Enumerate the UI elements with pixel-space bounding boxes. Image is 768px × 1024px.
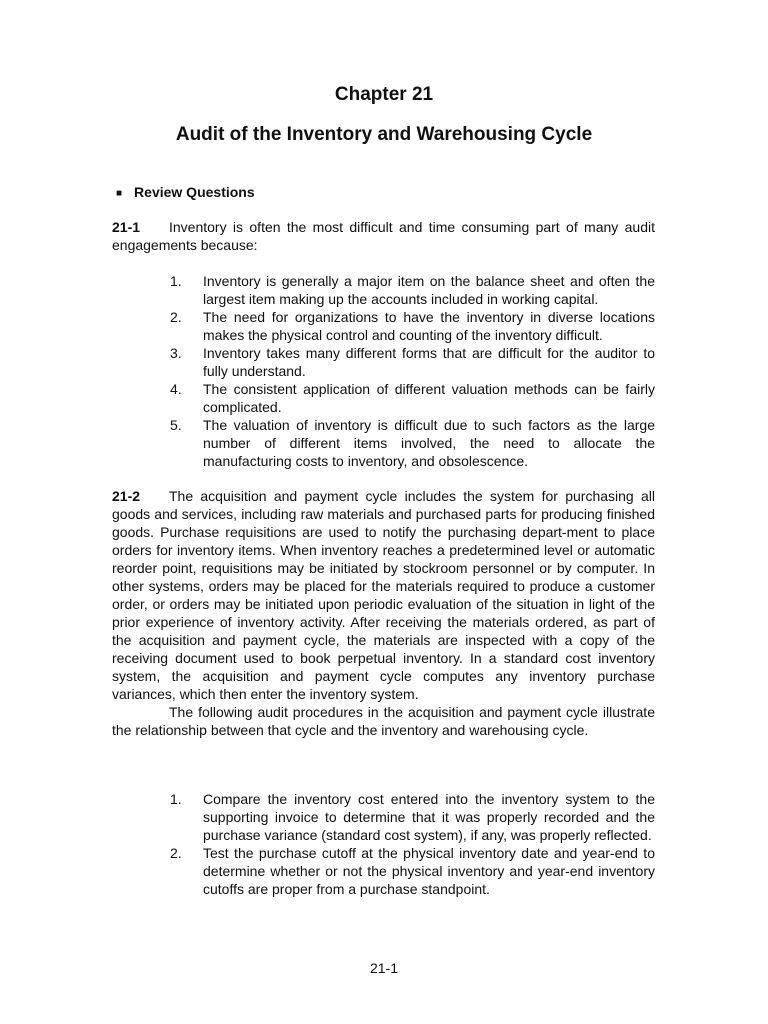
question-21-2-paragraph-1 bbox=[112, 487, 655, 703]
list-item-text: The need for organizations to have the inventory in diverse locations makes the physical control and counting of the inventory difficult. bbox=[203, 309, 655, 343]
list-item bbox=[170, 844, 655, 898]
list-item-number: 2. bbox=[170, 845, 182, 861]
list-item-number: 4. bbox=[170, 381, 182, 397]
question-21-1-intro bbox=[112, 218, 655, 254]
list-item-text: Inventory is generally a major item on the balance sheet and often the largest item making up the accounts included in working capital. bbox=[203, 273, 655, 307]
list-item-number: 2. bbox=[170, 309, 182, 325]
section-heading bbox=[116, 184, 255, 200]
list-item bbox=[170, 272, 655, 308]
list-item bbox=[170, 308, 655, 344]
list-item-text: Test the purchase cutoff at the physical inventory date and year-end to determine whether or not the physical inventory and year-end inventory cutoffs are proper from a purchase standpoint. bbox=[203, 845, 655, 897]
question-text: Inventory is often the most difficult and time consuming part of many audit engagements because: bbox=[112, 219, 655, 253]
question-21-2-body bbox=[112, 487, 655, 739]
list-item-text: The valuation of inventory is difficult due to such factors as the large number of different items involved, the need to allocate the manufacturing costs to inventory, and obsolescence. bbox=[203, 417, 655, 469]
question-21-1-list bbox=[170, 272, 655, 470]
list-item-text: The consistent application of different valuation methods can be fairly complicated. bbox=[203, 381, 655, 415]
question-21-2-paragraph-2: The following audit procedures in the acquisition and payment cycle illustrate the relationship between that cycle and the inventory and warehousing cycle. bbox=[112, 704, 655, 738]
question-number: 21-2 bbox=[112, 488, 141, 504]
square-bullet-icon: ■ bbox=[116, 188, 123, 199]
list-item bbox=[170, 416, 655, 470]
chapter-title: Audit of the Inventory and Warehousing Cycle bbox=[175, 124, 593, 145]
list-item bbox=[170, 790, 655, 844]
list-item-number: 1. bbox=[170, 273, 182, 289]
list-item-text: Compare the inventory cost entered into the inventory system to the supporting invoice to determine that it was properly recorded and the purchase variance (standard cost system), if any, was properly reflected. bbox=[203, 791, 655, 843]
section-label: Review Questions bbox=[134, 184, 255, 200]
list-item bbox=[170, 344, 655, 380]
chapter-heading: Chapter 21 bbox=[334, 84, 434, 105]
question-number: 21-1 bbox=[112, 219, 141, 235]
list-item-number: 5. bbox=[170, 417, 182, 433]
list-item-number: 1. bbox=[170, 791, 182, 807]
list-item bbox=[170, 380, 655, 416]
list-item-number: 3. bbox=[170, 345, 182, 361]
page-number: 21-1 bbox=[369, 960, 399, 976]
list-item-text: Inventory takes many different forms that are difficult for the auditor to fully understand. bbox=[203, 345, 655, 379]
question-text: The acquisition and payment cycle includes the system for purchasing all goods and services, including raw materials and purchased parts for producing finished goods. Purchase requisitions are used to notify the purchasing depart-ment to place orders for inventory items. When inventory reaches a predetermined level or automatic reorder point, requisitions may be initiated by stockroom personnel or by computer. In other systems, orders may be placed for the materials required to produce a customer order, or orders may be initiated upon periodic evaluation of the situation in light of the prior experience of inventory activity. After receiving the materials ordered, as part of the acquisition and payment cycle, the materials are inspected with a copy of the receiving document used to book perpetual inventory. In a standard cost inventory system, the acquisition and payment cycle computes any inventory purchase variances, which then enter the inventory system. bbox=[112, 488, 655, 702]
question-21-2-list bbox=[170, 790, 655, 898]
